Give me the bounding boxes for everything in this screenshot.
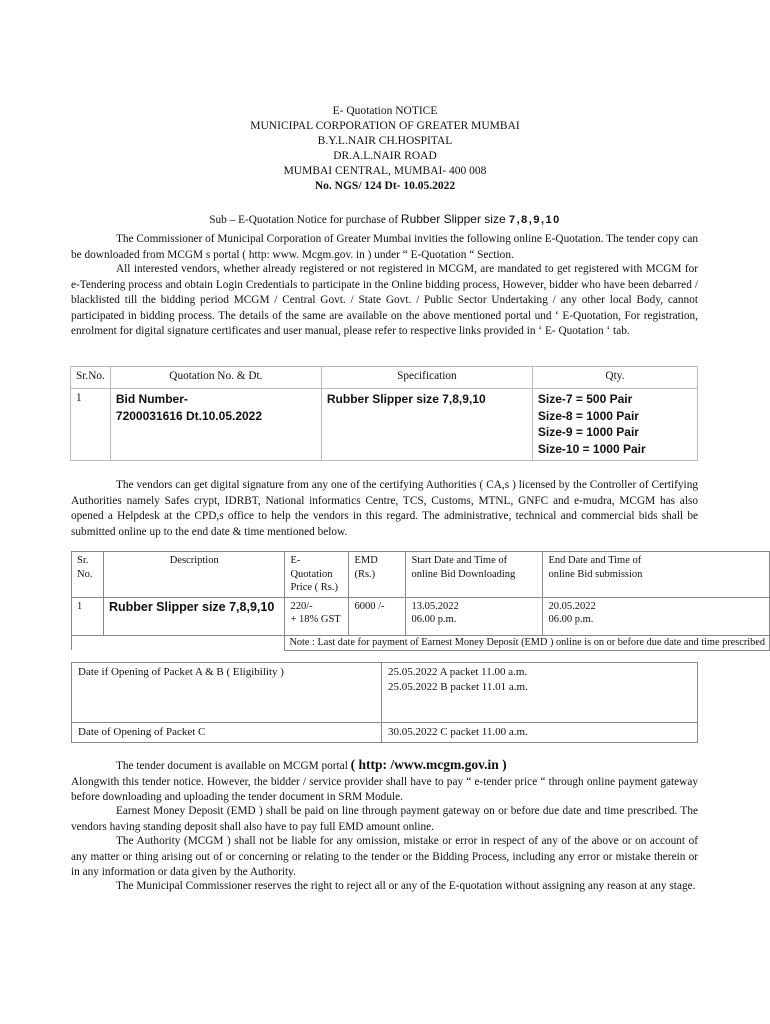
header-sr-no: Sr.No. xyxy=(71,367,111,389)
cell-quotation xyxy=(110,389,321,461)
quotation-table xyxy=(70,366,698,461)
hospital-name: B.Y.L.NAIR CH.HOSPITAL xyxy=(317,135,453,147)
paragraph-emd: Earnest Money Deposit (EMD ) shall be paid on line through payment gateway on or before due date and time prescribed. The vendors having standing deposit shall also have to pay full EMD amount online. xyxy=(71,805,698,833)
header-end-date: End Date and Time of online Bid submission xyxy=(543,552,770,598)
paragraph-registration: All interested vendors, whether already registered or not registered in MCGM, are mandated to get registered with MCGM for e-Tendering process and obtain Login Credentials to participate in the Online bidding process, However, bidder who have been debarred / blacklisted till the bidding period MCGM / Central Govt. / State Govt. / Public Sector Undertaking / any other local Body, cannot participated in bidding process. The details of the same are available on the above mentioned portal und ‘ E-Quotation, For registration, enrolment for digital signature certificates and user manual, please refer to respective links provided in ‘ E- Quotation ‘ tab. xyxy=(71,263,698,337)
qty-size-7: Size-7 = 500 Pair xyxy=(537,392,633,406)
label-packet-ab: Date if Opening of Packet A & B ( Eligibility ) xyxy=(72,663,382,723)
paragraph-digital-signature: The vendors can get digital signature from any one of the certifying Authorities ( CA,s ) licensed by the Controller of Certifying Authorities namely Safes crypt, IDRBT, National informatics Centre, TCS, Customs, MTNL, GNFC and e-mudra, MCGM has also opened a Helpdesk at the CPD,s office to help the vendors in this regard. The administrative, technical and commercial bids shall be submitted online up to the end date & time mentioned below. xyxy=(71,479,698,538)
header-quotation-no: Quotation No. & Dt. xyxy=(110,367,321,389)
paragraph-liability: The Authority (MCGM ) shall not be liable for any omission, mistake or error in respect of any of the above or on account of any matter or thing arising out of or concerning or relating to the tender or the Bidding Process, including any error or mistake therein or in any information or data given by the Authority. xyxy=(71,835,698,878)
organization-name: MUNICIPAL CORPORATION OF GREATER MUMBAI xyxy=(250,120,520,132)
tender-price-text: Alongwith this tender notice. However, the bidder / service provider shall have to pay “ e-tender price “ through online payment gateway before downloading and uploading the tender document in SRM Module. xyxy=(71,775,698,803)
table-row xyxy=(72,597,770,635)
cell-specification: Rubber Slipper size 7,8,9,10 xyxy=(321,389,532,461)
portal-text: The tender document is available on MCGM portal xyxy=(116,760,351,772)
header-qty: Qty. xyxy=(532,367,697,389)
notice-title: E- Quotation NOTICE xyxy=(332,105,438,117)
cell-price: 220/- + 18% GST xyxy=(285,597,349,635)
qty-size-10: Size-10 = 1000 Pair xyxy=(537,441,646,456)
paragraph-reject-right: The Municipal Commissioner reserves the right to reject all or any of the E-quotation without assigning any reason at any stage. xyxy=(116,880,696,892)
cell-sr: 1 xyxy=(72,597,104,635)
notice-header xyxy=(0,104,770,194)
cell-emd: 6000 /- xyxy=(349,597,406,635)
subject-prefix: Sub – E-Quotation Notice for purchase of xyxy=(209,214,401,226)
header-start-date: Start Date and Time of online Bid Downloading xyxy=(406,552,543,598)
cell-qty xyxy=(532,389,697,461)
header-description: Description xyxy=(103,552,285,598)
reference-number: No. NGS/ 124 Dt- 10.05.2022 xyxy=(314,180,456,192)
bid-number-label: Bid Number- xyxy=(115,392,188,406)
subject-sizes: 7,8,9,10 xyxy=(508,214,561,226)
table-row xyxy=(71,389,698,461)
emd-note: Note : Last date for payment of Earnest Money Deposit (EMD ) online is on or before due date and time prescribed xyxy=(285,635,770,650)
label-packet-c: Date of Opening of Packet C xyxy=(72,723,382,743)
bid-schedule-table xyxy=(71,551,770,651)
paragraph-invitation: The Commissioner of Municipal Corporation of Greater Mumbai invities the following online E-Quotation. The tender copy can be downloaded from MCGM s portal ( http: www. Mcgm.gov. in ) under “ E-Quotation “ Section. xyxy=(71,233,698,261)
header-price: E- Quotation Price ( Rs.) xyxy=(285,552,349,598)
cell-sr: 1 xyxy=(71,389,111,461)
cell-end-date: 20.05.2022 06.00 p.m. xyxy=(543,597,770,635)
cell-description: Rubber Slipper size 7,8,9,10 xyxy=(103,597,285,635)
qty-size-9: Size-9 = 1000 Pair xyxy=(537,425,639,439)
packet-opening-table xyxy=(71,662,698,743)
header-emd: EMD (Rs.) xyxy=(349,552,406,598)
qty-size-8: Size-8 = 1000 Pair xyxy=(537,408,639,423)
road-name: DR.A.L.NAIR ROAD xyxy=(333,150,437,162)
paragraph-tender-document xyxy=(71,757,698,806)
subject-item: Rubber Slipper size xyxy=(400,212,509,226)
portal-link[interactable]: ( http: /www.mcgm.gov.in ) xyxy=(350,757,507,772)
value-packet-c: 30.05.2022 C packet 11.00 a.m. xyxy=(382,723,698,743)
bid-number-value: 7200031616 Dt.10.05.2022 xyxy=(115,408,263,423)
subject-line xyxy=(0,212,770,229)
value-packet-ab: 25.05.2022 A packet 11.00 a.m. 25.05.2022 B packet 11.01 a.m. xyxy=(382,663,698,723)
header-specification: Specification xyxy=(321,367,532,389)
header-sr: Sr. No. xyxy=(72,552,104,598)
city-address: MUMBAI CENTRAL, MUMBAI- 400 008 xyxy=(283,165,487,177)
cell-start-date: 13.05.2022 06.00 p.m. xyxy=(406,597,543,635)
